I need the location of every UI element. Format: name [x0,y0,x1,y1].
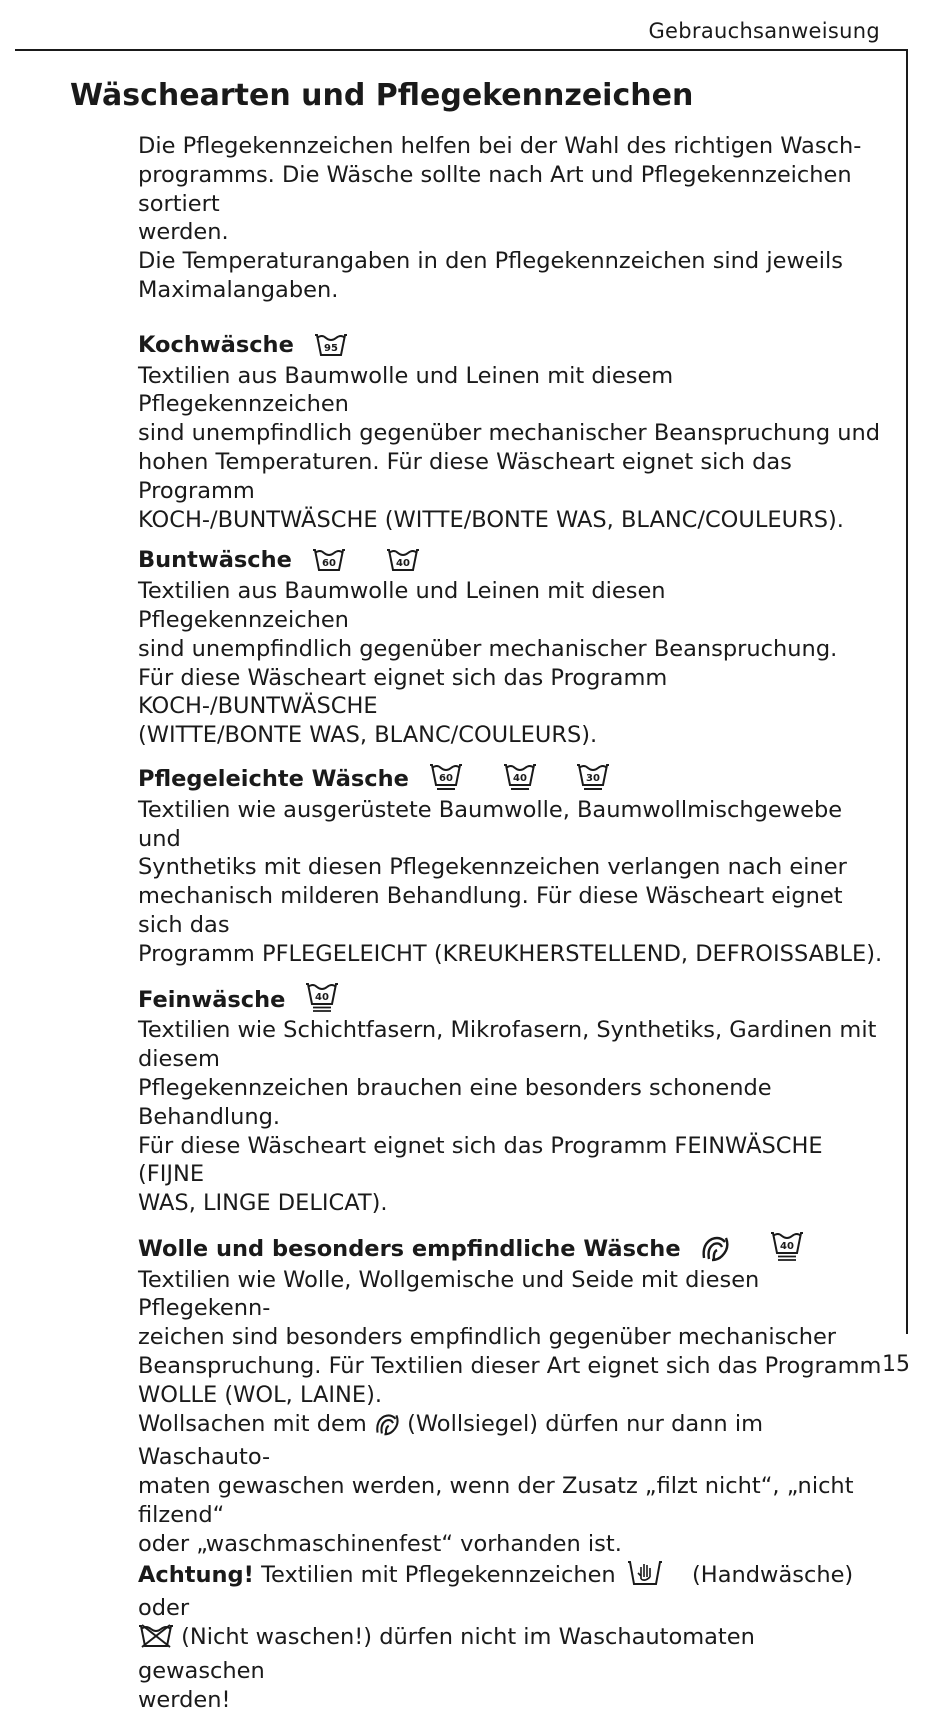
wash-temp-label: 60 [438,772,453,784]
section-line: zeichen sind besonders empfindlich gegenüber mechanischer [138,1324,837,1351]
section-line: Programm PFLEGELEICHT (KREUKHERSTELLEND, DEFROISSABLE). [138,940,883,967]
wash-temp-label: 95 [323,342,338,354]
hand-wash-icon [627,1559,663,1595]
section-heading [138,546,883,575]
wash-temp-label: 30 [586,772,601,784]
wash-tub-gentle-icon [576,762,610,792]
intro-line: programms. Die Wäsche sollte nach Art und Pflegekennzeichen sortiert [138,161,852,217]
intro-line: werden. [138,219,229,246]
wash-temp-label: 40 [395,558,410,570]
header-rule [15,49,907,51]
section-line: maten gewaschen werden, wenn der Zusatz „filzt nicht“, „nicht filzend“ [138,1473,854,1529]
section-heading-text: Kochwäsche [138,331,294,358]
wash-temp-label: 40 [315,991,330,1003]
wash-temp-label: 40 [512,772,527,784]
do-not-wash-icon [138,1623,174,1657]
section-heading [138,762,883,794]
section-line: sind unempfindlich gegenüber mechanischer Beanspruchung. [138,635,838,662]
warning-line: (Nicht waschen!) dürfen nicht im Waschautomaten gewaschen [138,1624,755,1685]
content [138,132,883,1715]
section-line: sind unempfindlich gegenüber mechanischer Beanspruchung und [138,420,881,447]
wash-tub-gentle-icon [429,762,463,792]
section-wolle [138,1230,883,1715]
section-line: mechanisch milderen Behandlung. Für diese Wäscheart eignet sich das [138,883,843,938]
section-line: Textilien aus Baumwolle und Leinen mit diesem Pflegekennzeichen [138,362,674,418]
intro-line: Die Pflegekennzeichen helfen bei der Wahl des richtigen Wasch- [138,133,862,159]
wash-hand-gentle-icon [770,1230,804,1262]
section-line: Textilien wie ausgerüstete Baumwolle, Baumwollmischgewebe und [138,796,843,852]
section-line: Für diese Wäscheart eignet sich das Programm FEINWÄSCHE (FIJNE [138,1132,823,1188]
section-heading-text: Pflegeleichte Wäsche [138,765,409,792]
section-line: Textilien wie Schichtfasern, Mikrofasern, Synthetiks, Gardinen mit diesem [138,1017,877,1073]
section-line: Beanspruchung. Für Textilien dieser Art eignet sich das Programm [138,1353,882,1380]
section-line: Textilien aus Baumwolle und Leinen mit diesen Pflegekennzeichen [138,578,666,633]
section-heading [138,981,883,1015]
section-heading [138,1230,883,1264]
section-line: WOLLE (WOL, LAINE). [138,1381,383,1408]
section-line: oder „waschmaschinenfest“ vorhanden ist. [138,1530,622,1557]
side-rule [906,49,908,1334]
warning-line: werden! [138,1686,231,1713]
section-pflegeleicht [138,762,883,969]
wash-tub-icon [312,547,346,573]
wash-tub-very-gentle-icon [305,981,339,1013]
section-line: KOCH-/BUNTWÄSCHE (WITTE/BONTE WAS, BLANC/COULEURS). [138,506,844,533]
section-feinwaesche [138,981,883,1218]
section-line: Pflegekennzeichen brauchen eine besonders schonende Behandlung. [138,1074,772,1130]
woolmark-icon [374,1412,400,1444]
section-line: Für diese Wäscheart eignet sich das Programm KOCH-/BUNTWÄSCHE [138,664,668,720]
section-heading [138,331,883,360]
page-title: Wäschearten und Pflegekennzeichen [70,78,694,113]
wash-temp-label: 60 [321,558,336,570]
wash-tub-gentle-icon [503,762,537,792]
section-heading-text: Buntwäsche [138,547,292,574]
section-buntwaesche [138,546,883,750]
section-heading-text: Wolle und besonders empfindliche Wäsche [138,1235,681,1262]
section-heading-text: Feinwäsche [138,986,286,1013]
section-line: hohen Temperaturen. Für diese Wäscheart eignet sich das Programm [138,448,792,504]
wash-temp-label: 40 [780,1240,795,1252]
section-line: WAS, LINGE DELICAT). [138,1190,388,1217]
section-line: (WITTE/BONTE WAS, BLANC/COULEURS). [138,722,598,749]
section-line: Textilien wie Wolle, Wollgemische und Seide mit diesen Pflegekenn- [138,1266,760,1322]
intro-paragraph [138,132,883,305]
intro-line: Maximalangaben. [138,276,339,303]
woolmark-icon [700,1234,730,1262]
section-line: Synthetiks mit diesen Pflegekennzeichen verlangen nach einer [138,854,847,881]
warning-label: Achtung! [138,1561,254,1588]
wash-tub-icon [386,547,420,573]
wash-tub-icon [314,332,348,358]
page-number: 15 [882,1352,910,1377]
intro-line: Die Temperaturangaben in den Pflegekennzeichen sind jeweils [138,248,843,275]
running-head: Gebrauchsanweisung [648,19,880,43]
woolmark-text-post: (Wollsiegel) dürfen nur dann im Waschauto- [138,1410,763,1471]
woolmark-text-pre: Wollsachen mit dem [138,1410,367,1437]
warning-text-mid: (Handwäsche) oder [138,1561,854,1622]
section-kochwaesche [138,331,883,535]
warning-text-pre: Textilien mit Pflegekennzeichen [261,1561,616,1588]
